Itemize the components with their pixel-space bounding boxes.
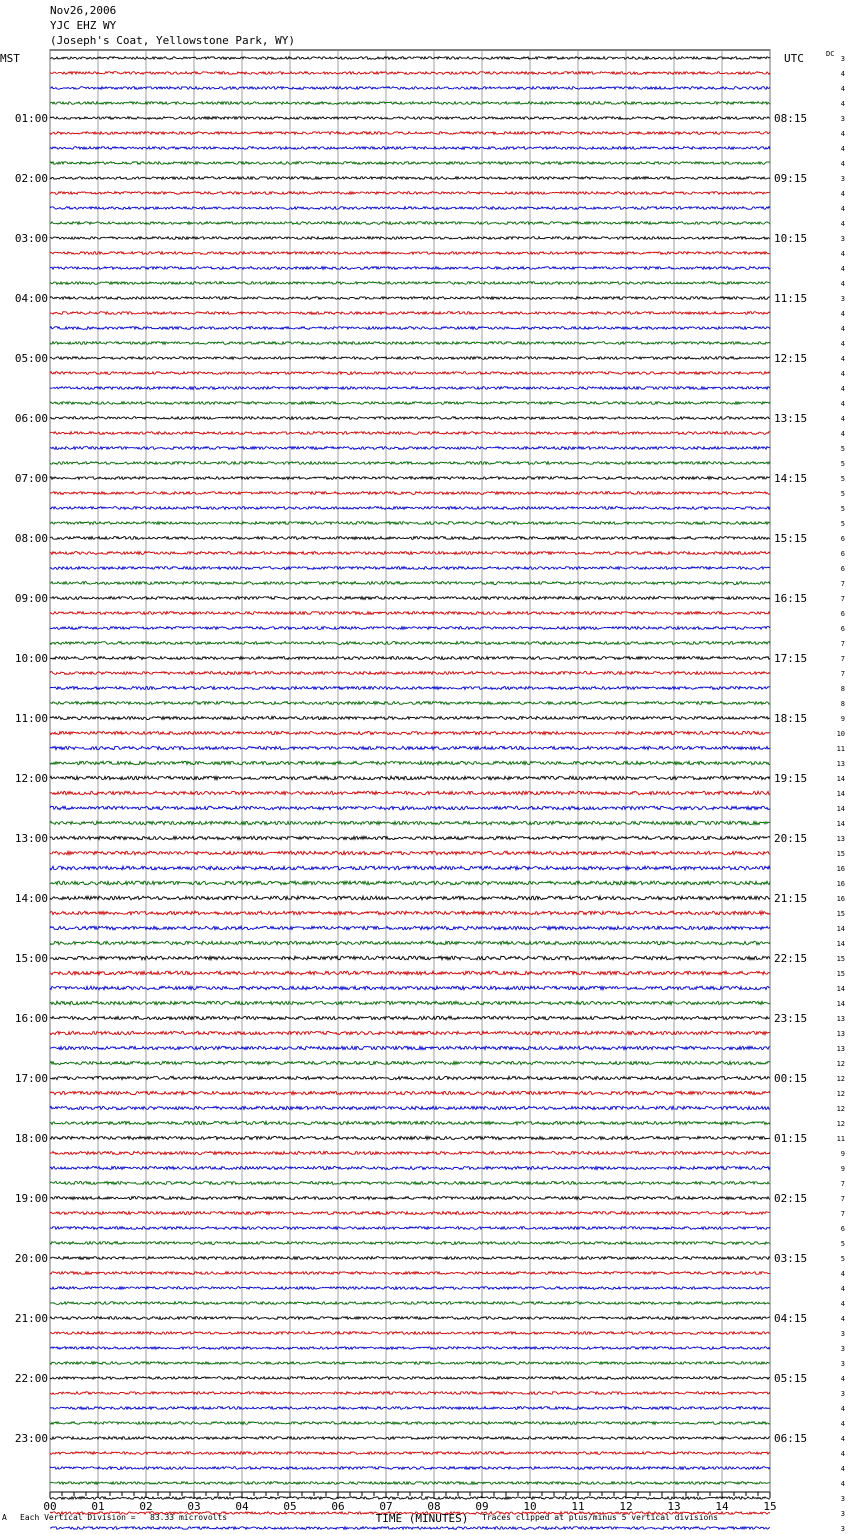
x-tick-label: 06: [331, 1500, 345, 1513]
x-tick-label: 09: [475, 1500, 489, 1513]
dc-offset-value: 4: [840, 250, 845, 258]
right-hour-label: 05:15: [774, 1372, 808, 1385]
right-hour-label: 15:15: [774, 532, 808, 545]
trace-row-33: [50, 552, 770, 555]
trace-row-71: [50, 1121, 770, 1124]
dc-offset-value: 10: [836, 730, 845, 738]
left-hour-label: 10:00: [14, 652, 48, 665]
dc-offset-value: 15: [836, 955, 845, 963]
trace-row-56: [50, 896, 770, 900]
trace-row-86: [50, 1347, 770, 1350]
trace-row-81: [50, 1272, 770, 1275]
left-hour-label: 15:00: [14, 952, 48, 965]
dc-offset-value: 11: [836, 1135, 845, 1143]
left-hour-label: 02:00: [14, 172, 48, 185]
dc-offset-value: 15: [836, 970, 845, 978]
trace-row-77: [50, 1212, 770, 1215]
trace-row-25: [50, 432, 770, 435]
dc-offset-value: 13: [836, 1030, 845, 1038]
trace-row-42: [50, 687, 770, 690]
trace-row-62: [50, 986, 770, 990]
trace-row-37: [50, 612, 770, 615]
right-hour-label: 21:15: [774, 892, 808, 905]
dc-offset-value: 3: [840, 175, 845, 183]
dc-offset-value: 4: [840, 325, 845, 333]
trace-row-30: [50, 507, 770, 510]
trace-row-79: [50, 1242, 770, 1245]
right-hour-label: 23:15: [774, 1012, 808, 1025]
dc-offset-value: 11: [836, 745, 845, 753]
dc-offset-value: 3: [840, 1345, 845, 1353]
dc-offset-value: 3: [840, 235, 845, 243]
trace-row-90: [50, 1407, 770, 1410]
clip-note: Traces clipped at plus/minus 5 vertical divisions: [482, 1513, 719, 1522]
right-hour-label: 19:15: [774, 772, 808, 785]
dc-offset-value: 5: [840, 1255, 845, 1263]
dc-offset-value: 7: [840, 595, 845, 603]
dc-offset-value: 13: [836, 760, 845, 768]
dc-offset-value: 5: [840, 1240, 845, 1248]
trace-row-61: [50, 971, 770, 975]
trace-row-47: [50, 761, 770, 764]
trace-row-91: [50, 1422, 770, 1425]
x-tick-label: 03: [187, 1500, 201, 1513]
x-tick-label: 07: [379, 1500, 393, 1513]
dc-offset-value: 4: [840, 415, 845, 423]
right-hour-label: 16:15: [774, 592, 808, 605]
left-hour-label: 11:00: [14, 712, 48, 725]
dc-offset-value: 3: [840, 115, 845, 123]
trace-row-92: [50, 1437, 770, 1440]
dc-offset-value: 12: [836, 1060, 845, 1068]
dc-offset-value: 12: [836, 1120, 845, 1128]
dc-offset-value: 4: [840, 265, 845, 273]
dc-offset-value: 4: [840, 160, 845, 168]
left-hour-label: 08:00: [14, 532, 48, 545]
dc-offset-value: 3: [840, 1390, 845, 1398]
dc-offset-value: 4: [840, 370, 845, 378]
left-hour-label: 03:00: [14, 232, 48, 245]
station-label: YJC EHZ WY: [50, 19, 117, 32]
dc-offset-value: 4: [840, 1480, 845, 1488]
trace-row-80: [50, 1257, 770, 1260]
dc-offset-value: 14: [836, 1000, 845, 1008]
trace-row-88: [50, 1377, 770, 1380]
trace-row-46: [50, 746, 770, 749]
trace-row-29: [50, 492, 770, 495]
dc-offset-value: 14: [836, 820, 845, 828]
dc-offset-value: 4: [840, 340, 845, 348]
trace-row-45: [50, 731, 770, 734]
trace-row-14: [50, 267, 770, 270]
trace-row-60: [50, 956, 770, 960]
dc-offset-value: 4: [840, 1270, 845, 1278]
minute-grid: [50, 50, 770, 1492]
trace-row-6: [50, 147, 770, 150]
dc-offset-value: 5: [840, 460, 845, 468]
trace-row-48: [50, 776, 770, 780]
dc-offset-value: 4: [840, 310, 845, 318]
right-hour-label: 02:15: [774, 1192, 808, 1205]
trace-row-57: [50, 911, 770, 915]
trace-row-63: [50, 1001, 770, 1005]
right-hour-label: 03:15: [774, 1252, 808, 1265]
dc-offset-value: 12: [836, 1075, 845, 1083]
scale-note: Each Vertical Division = 83.33 microvolts: [20, 1513, 228, 1522]
dc-offset-value: 4: [840, 190, 845, 198]
trace-row-70: [50, 1106, 770, 1109]
trace-row-67: [50, 1061, 770, 1064]
x-tick-label: 14: [715, 1500, 729, 1513]
dc-offset-value: 4: [840, 1450, 845, 1458]
trace-row-98: [50, 1527, 770, 1530]
right-hour-label: 13:15: [774, 412, 808, 425]
dc-offset-value: 4: [840, 205, 845, 213]
dc-offset-value: 6: [840, 1225, 845, 1233]
x-tick-label: 08: [427, 1500, 441, 1513]
trace-row-59: [50, 941, 770, 945]
dc-offset-value: 9: [840, 715, 845, 723]
trace-row-5: [50, 132, 770, 135]
x-tick-label: 11: [571, 1500, 585, 1513]
dc-offset-value: 4: [840, 1375, 845, 1383]
trace-row-32: [50, 537, 770, 540]
dc-offset-value: 12: [836, 1105, 845, 1113]
trace-row-87: [50, 1362, 770, 1365]
trace-row-69: [50, 1091, 770, 1094]
dc-offset-value: 4: [840, 145, 845, 153]
dc-header-label: DC: [826, 50, 835, 58]
dc-offset-value: 4: [840, 1420, 845, 1428]
dc-offset-value: 4: [840, 100, 845, 108]
dc-offset-value: 4: [840, 280, 845, 288]
trace-row-95: [50, 1482, 770, 1485]
dc-offset-value: 4: [840, 85, 845, 93]
right-hour-label: 00:15: [774, 1072, 808, 1085]
dc-offset-value: 13: [836, 835, 845, 843]
x-tick-label: 15: [763, 1500, 777, 1513]
dc-offset-value: 4: [840, 1285, 845, 1293]
x-tick-label: 13: [667, 1500, 681, 1513]
x-tick-label: 00: [43, 1500, 57, 1513]
left-timezone-label: MST: [0, 52, 20, 65]
dc-offset-value: 5: [840, 505, 845, 513]
right-hour-label: 22:15: [774, 952, 808, 965]
trace-row-83: [50, 1302, 770, 1305]
dc-offset-value: 4: [840, 385, 845, 393]
x-tick-label: 02: [139, 1500, 153, 1513]
dc-offset-value: 4: [840, 70, 845, 78]
right-hour-label: 14:15: [774, 472, 808, 485]
trace-row-22: [50, 387, 770, 390]
trace-row-24: [50, 417, 770, 420]
dc-offset-value: 14: [836, 790, 845, 798]
dc-offset-value: 7: [840, 1180, 845, 1188]
trace-row-3: [50, 102, 770, 105]
trace-row-23: [50, 402, 770, 405]
trace-row-17: [50, 312, 770, 315]
trace-row-58: [50, 926, 770, 930]
trace-row-41: [50, 672, 770, 675]
dc-offset-value: 12: [836, 1090, 845, 1098]
trace-row-31: [50, 522, 770, 525]
trace-row-55: [50, 881, 770, 885]
trace-row-40: [50, 657, 770, 660]
dc-offset-value: 3: [840, 1510, 845, 1518]
dc-offset-value: 4: [840, 1405, 845, 1413]
trace-row-27: [50, 462, 770, 465]
dc-offset-value: 13: [836, 1015, 845, 1023]
dc-offset-value: 14: [836, 775, 845, 783]
x-tick-label: 01: [91, 1500, 105, 1513]
dc-offset-value: 5: [840, 445, 845, 453]
right-hour-label: 01:15: [774, 1132, 808, 1145]
trace-row-13: [50, 252, 770, 255]
trace-row-75: [50, 1182, 770, 1185]
right-hour-label: 20:15: [774, 832, 808, 845]
trace-row-82: [50, 1287, 770, 1290]
right-hour-label: 17:15: [774, 652, 808, 665]
location-label: (Joseph's Coat, Yellowstone Park, WY): [50, 34, 296, 47]
trace-row-36: [50, 597, 770, 600]
x-tick-label: 10: [523, 1500, 537, 1513]
trace-row-49: [50, 791, 770, 795]
right-hour-label: 09:15: [774, 172, 808, 185]
right-hour-label: 18:15: [774, 712, 808, 725]
trace-row-18: [50, 327, 770, 330]
dc-offset-value: 7: [840, 655, 845, 663]
dc-offset-value: 3: [840, 1525, 845, 1533]
dc-offset-value: 4: [840, 400, 845, 408]
corner-mark: A: [2, 1513, 7, 1522]
right-hour-label: 06:15: [774, 1432, 808, 1445]
dc-offset-value: 16: [836, 865, 845, 873]
left-hour-label: 01:00: [14, 112, 48, 125]
left-hour-label: 07:00: [14, 472, 48, 485]
dc-offsets: [826, 50, 845, 1534]
trace-row-50: [50, 806, 770, 810]
trace-row-84: [50, 1317, 770, 1320]
trace-row-51: [50, 821, 770, 825]
trace-row-21: [50, 372, 770, 375]
dc-offset-value: 4: [840, 1435, 845, 1443]
left-hour-label: 17:00: [14, 1072, 48, 1085]
dc-offset-value: 5: [840, 490, 845, 498]
dc-offset-value: 3: [840, 1330, 845, 1338]
x-tick-label: 04: [235, 1500, 249, 1513]
right-timezone-label: UTC: [784, 52, 804, 65]
left-hour-label: 04:00: [14, 292, 48, 305]
dc-offset-value: 7: [840, 1195, 845, 1203]
dc-offset-value: 8: [840, 685, 845, 693]
x-tick-label: 05: [283, 1500, 297, 1513]
left-hour-label: 16:00: [14, 1012, 48, 1025]
dc-offset-value: 5: [840, 520, 845, 528]
trace-row-85: [50, 1332, 770, 1335]
dc-offset-value: 7: [840, 640, 845, 648]
trace-row-53: [50, 851, 770, 855]
x-axis-label: TIME (MINUTES): [375, 1512, 469, 1525]
dc-offset-value: 4: [840, 1465, 845, 1473]
dc-offset-value: 15: [836, 910, 845, 918]
left-hour-label: 06:00: [14, 412, 48, 425]
right-hour-label: 10:15: [774, 232, 808, 245]
trace-row-35: [50, 582, 770, 585]
trace-row-28: [50, 477, 770, 480]
trace-rows: [50, 57, 770, 1534]
dc-offset-value: 13: [836, 1045, 845, 1053]
trace-row-20: [50, 357, 770, 360]
dc-offset-value: 9: [840, 1150, 845, 1158]
trace-row-44: [50, 716, 770, 719]
dc-offset-value: 3: [840, 55, 845, 63]
trace-row-52: [50, 836, 770, 839]
trace-row-89: [50, 1392, 770, 1395]
left-hour-label: 13:00: [14, 832, 48, 845]
trace-row-4: [50, 117, 770, 120]
right-hour-label: 08:15: [774, 112, 808, 125]
right-hour-label: 11:15: [774, 292, 808, 305]
trace-row-39: [50, 642, 770, 645]
dc-offset-value: 4: [840, 1300, 845, 1308]
left-hour-label: 20:00: [14, 1252, 48, 1265]
trace-row-7: [50, 162, 770, 165]
trace-row-76: [50, 1197, 770, 1200]
trace-row-72: [50, 1136, 770, 1139]
dc-offset-value: 8: [840, 700, 845, 708]
trace-row-73: [50, 1151, 770, 1154]
dc-offset-value: 6: [840, 610, 845, 618]
trace-row-15: [50, 282, 770, 285]
dc-offset-value: 4: [840, 1315, 845, 1323]
left-hour-label: 05:00: [14, 352, 48, 365]
trace-row-19: [50, 342, 770, 345]
dc-offset-value: 14: [836, 940, 845, 948]
dc-offset-value: 16: [836, 880, 845, 888]
left-hour-label: 21:00: [14, 1312, 48, 1325]
dc-offset-value: 6: [840, 625, 845, 633]
left-hour-label: 22:00: [14, 1372, 48, 1385]
trace-row-78: [50, 1227, 770, 1230]
dc-offset-value: 6: [840, 565, 845, 573]
trace-row-93: [50, 1452, 770, 1455]
dc-offset-value: 14: [836, 985, 845, 993]
dc-offset-value: 14: [836, 925, 845, 933]
dc-offset-value: 6: [840, 550, 845, 558]
trace-row-68: [50, 1076, 770, 1079]
dc-offset-value: 4: [840, 430, 845, 438]
dc-offset-value: 4: [840, 220, 845, 228]
dc-offset-value: 9: [840, 1165, 845, 1173]
trace-row-94: [50, 1467, 770, 1470]
dc-offset-value: 7: [840, 670, 845, 678]
trace-row-74: [50, 1166, 770, 1169]
dc-offset-value: 16: [836, 895, 845, 903]
trace-row-1: [50, 72, 770, 75]
trace-row-11: [50, 222, 770, 225]
dc-offset-value: 6: [840, 535, 845, 543]
right-hour-label: 04:15: [774, 1312, 808, 1325]
plot-frame: [50, 50, 770, 1492]
dc-offset-value: 15: [836, 850, 845, 858]
trace-row-0: [50, 57, 770, 60]
trace-row-66: [50, 1046, 770, 1049]
trace-row-65: [50, 1031, 770, 1034]
trace-row-16: [50, 297, 770, 300]
trace-row-9: [50, 192, 770, 195]
trace-row-54: [50, 866, 770, 870]
left-hour-label: 18:00: [14, 1132, 48, 1145]
left-hour-label: 14:00: [14, 892, 48, 905]
dc-offset-value: 3: [840, 295, 845, 303]
right-hour-label: 12:15: [774, 352, 808, 365]
date-label: Nov26,2006: [50, 4, 117, 17]
trace-row-64: [50, 1016, 770, 1019]
trace-row-10: [50, 207, 770, 210]
dc-offset-value: 7: [840, 580, 845, 588]
dc-offset-value: 7: [840, 1210, 845, 1218]
trace-row-8: [50, 177, 770, 180]
dc-offset-value: 14: [836, 805, 845, 813]
dc-offset-value: 5: [840, 475, 845, 483]
dc-offset-value: 4: [840, 355, 845, 363]
left-hour-label: 19:00: [14, 1192, 48, 1205]
trace-row-2: [50, 87, 770, 90]
trace-row-26: [50, 447, 770, 450]
dc-offset-value: 4: [840, 130, 845, 138]
x-tick-label: 12: [619, 1500, 633, 1513]
trace-row-43: [50, 702, 770, 705]
trace-row-12: [50, 237, 770, 240]
left-hour-label: 12:00: [14, 772, 48, 785]
trace-row-38: [50, 627, 770, 630]
trace-row-34: [50, 567, 770, 570]
left-hour-label: 09:00: [14, 592, 48, 605]
left-hour-label: 23:00: [14, 1432, 48, 1445]
dc-offset-value: 3: [840, 1360, 845, 1368]
trace-row-96: [50, 1497, 770, 1500]
dc-offset-value: 3: [840, 1495, 845, 1503]
